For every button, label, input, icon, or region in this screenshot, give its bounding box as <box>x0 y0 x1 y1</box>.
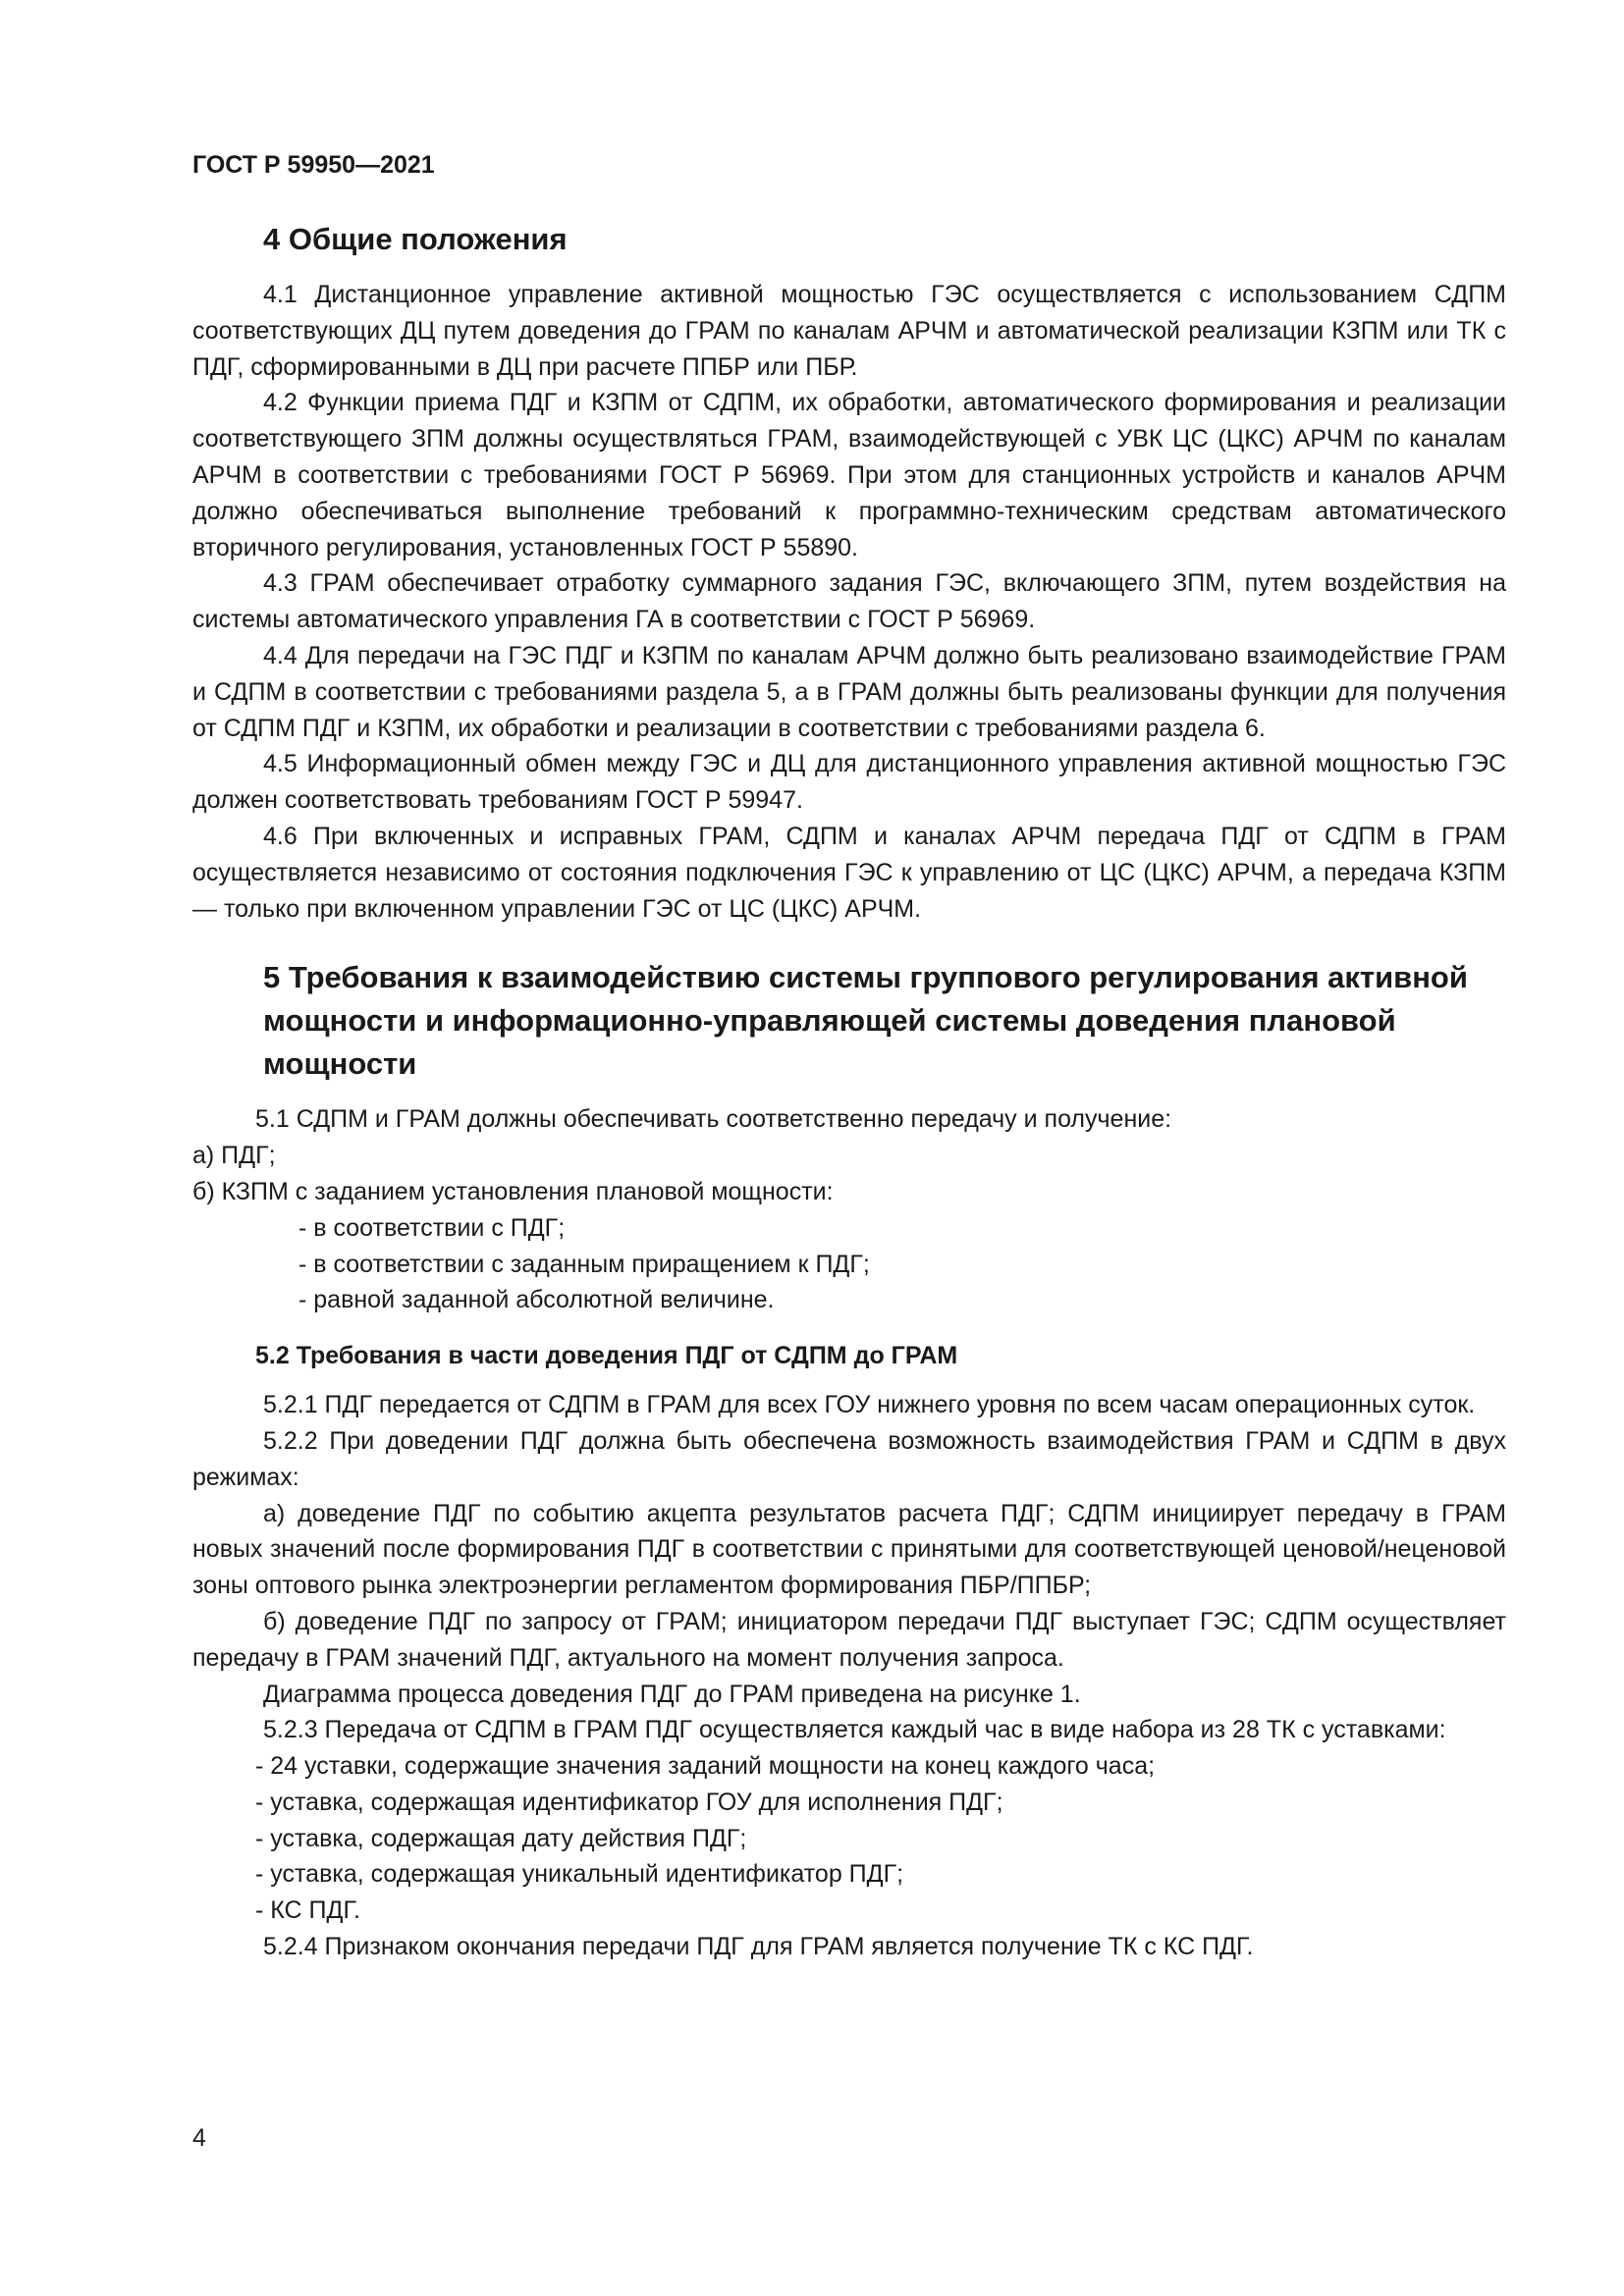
list-item-5-1-b: б) КЗПМ с заданием установления плановой мощности: <box>192 1177 834 1205</box>
paragraph-5-2-1: 5.2.1 ПДГ передается от СДПМ в ГРАМ для всех ГОУ нижнего уровня по всем часам операционных суток. <box>263 1391 1476 1419</box>
section-4-title: 4 Общие положения <box>263 222 568 256</box>
paragraph-5-2-4: 5.2.4 Признаком окончания передачи ПДГ для ГРАМ является получение ТК с КС ПДГ. <box>263 1933 1254 1961</box>
document-code-header: ГОСТ Р 59950—2021 <box>192 151 435 179</box>
list-item-5-2-3-5: - КС ПДГ. <box>255 1896 360 1925</box>
paragraph-5-2-3: 5.2.3 Передача от СДПМ в ГРАМ ПДГ осуществляется каждый час в виде набора из 28 ТК с уставками: <box>263 1716 1446 1744</box>
paragraph-4-6: 4.6 При включенных и исправных ГРАМ, СДПМ и каналах АРЧМ передача ПДГ от СДПМ в ГРАМ осуществляется независимо от состояния подключения ГЭС к управлению от ЦС (ЦКС) АРЧМ, а передача КЗПМ — только при включенном управлении ГЭС от ЦС (ЦКС) АРЧМ. <box>192 822 1506 923</box>
paragraph-4-2: 4.2 Функции приема ПДГ и КЗПМ от СДПМ, их обработки, автоматического формирования и реализации соответствующего ЗПМ должны осуществляться ГРАМ, взаимодействующей с УВК ЦС (ЦКС) АРЧМ по каналам АРЧМ в соответствии с требованиями ГОСТ Р 56969. При этом для станционных устройств и каналов АРЧМ должно обеспечиваться выполнение требований к программно-техническим средствам автоматического вторичного регулирования, установленных ГОСТ Р 55890. <box>192 389 1506 561</box>
paragraph-5-2-2-b: б) доведение ПДГ по запросу от ГРАМ; инициатором передачи ПДГ выступает ГЭС; СДПМ осуществляет передачу в ГРАМ значений ПДГ, актуального на момент получения запроса. <box>192 1607 1506 1672</box>
paragraph-5-2-2-a: а) доведение ПДГ по событию акцепта результатов расчета ПДГ; СДПМ инициирует передачу в ГРАМ новых значений после формирования ПДГ в соответствии с принятыми для соответствующей ценовой/неценовой зоны оптового рынка электроэнергии регламентом формирования ПБР/ППБР; <box>192 1499 1506 1600</box>
list-item-5-2-3-1: - 24 уставки, содержащие значения заданий мощности на конец каждого часа; <box>255 1752 1156 1781</box>
paragraph-5-1: 5.1 СДПМ и ГРАМ должны обеспечивать соответственно передачу и получение: <box>255 1105 1172 1134</box>
paragraph-5-2-2: 5.2.2 При доведении ПДГ должна быть обеспечена возможность взаимодействия ГРАМ и СДПМ в двух режимах: <box>192 1426 1506 1491</box>
list-item-5-2-3-2: - уставка, содержащая идентификатор ГОУ для исполнения ПДГ; <box>255 1788 1003 1816</box>
paragraph-4-5: 4.5 Информационный обмен между ГЭС и ДЦ для дистанционного управления активной мощностью ГЭС должен соответствовать требованиям ГОСТ Р 59947. <box>192 750 1506 815</box>
paragraph-4-1: 4.1 Дистанционное управление активной мощностью ГЭС осуществляется с использованием СДПМ соответствующих ДЦ путем доведения до ГРАМ по каналам АРЧМ и автоматической реализации КЗПМ или ТК с ПДГ, сформированными в ДЦ при расчете ППБР или ПБР. <box>192 281 1506 381</box>
sublist-item-5-1-b-3: - равной заданной абсолютной величине. <box>298 1286 775 1314</box>
sublist-item-5-1-b-2: - в соответствии с заданным приращением к ПДГ; <box>298 1250 870 1278</box>
paragraph-4-3: 4.3 ГРАМ обеспечивает отработку суммарного задания ГЭС, включающего ЗПМ, путем воздействия на системы автоматического управления ГА в соответствии с ГОСТ Р 56969. <box>192 569 1506 634</box>
paragraph-5-2-2-diagram-note: Диаграмма процесса доведения ПДГ до ГРАМ приведена на рисунке 1. <box>263 1680 1081 1708</box>
sublist-item-5-1-b-1: - в соответствии с ПДГ; <box>298 1213 566 1242</box>
section-5-title: 5 Требования к взаимодействию системы группового регулирования активной мощности и информационно-управляющей системы доведения плановой мощности <box>263 960 1468 1082</box>
paragraph-4-4: 4.4 Для передачи на ГЭС ПДГ и КЗПМ по каналам АРЧМ должно быть реализовано взаимодействие ГРАМ и СДПМ в соответствии с требованиями раздела 5, а в ГРАМ должны быть реализованы функции для получения от СДПМ ПДГ и КЗПМ, их обработки и реализации в соответствии с требованиями раздела 6. <box>192 641 1506 742</box>
subsection-5-2-title: 5.2 Требования в части доведения ПДГ от СДПМ до ГРАМ <box>255 1342 958 1370</box>
page-content <box>192 218 1506 1965</box>
list-item-5-2-3-3: - уставка, содержащая дату действия ПДГ; <box>255 1824 747 1852</box>
list-item-5-2-3-4: - уставка, содержащая уникальный идентификатор ПДГ; <box>255 1860 904 1889</box>
page-number: 4 <box>192 2124 206 2152</box>
list-item-5-1-a: а) ПДГ; <box>192 1142 276 1170</box>
